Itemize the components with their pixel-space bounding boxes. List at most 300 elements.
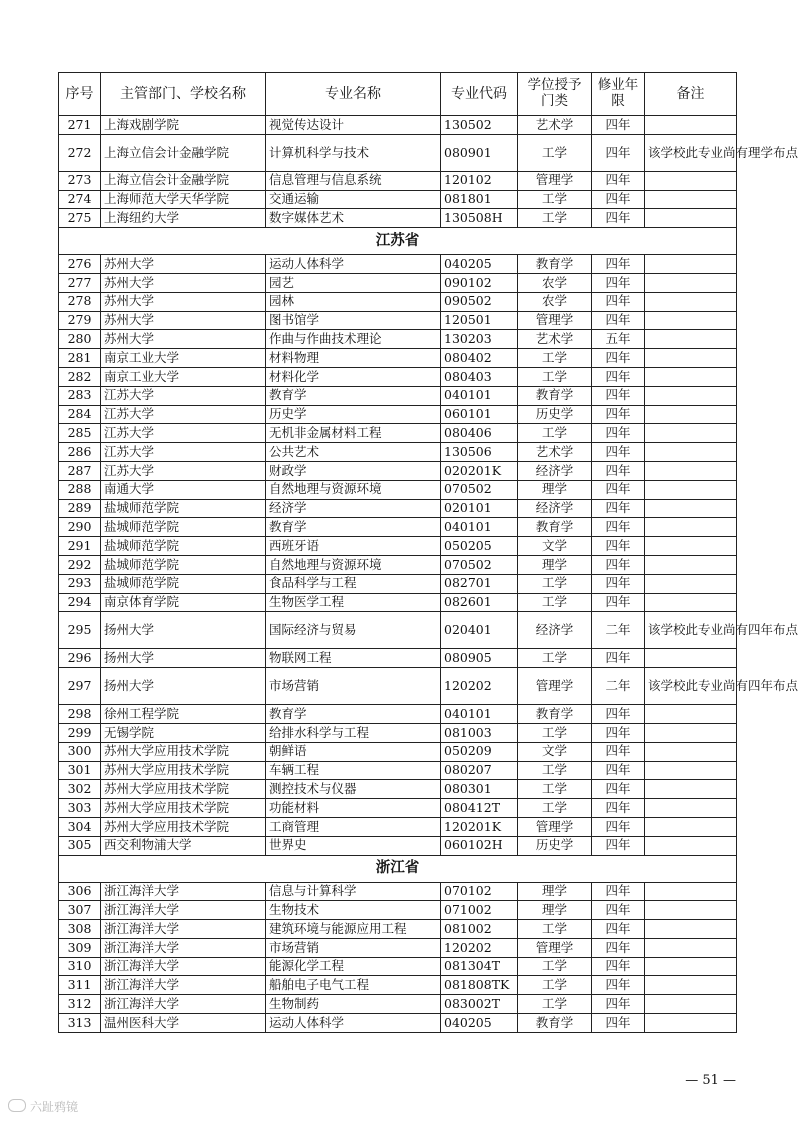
cell-code: 080403 [441,367,518,386]
cell-duration: 四年 [592,209,645,228]
cell-duration: 四年 [592,901,645,920]
cell-school: 扬州大学 [101,668,266,705]
cell-major: 测控技术与仪器 [266,780,441,799]
cell-code: 120201K [441,817,518,836]
cell-no: 290 [59,518,101,537]
cell-no: 293 [59,574,101,593]
cell-degree: 工学 [518,761,592,780]
cell-no: 277 [59,273,101,292]
cell-major: 材料化学 [266,367,441,386]
cell-no: 274 [59,190,101,209]
table-row [59,209,737,228]
cell-major: 能源化学工程 [266,957,441,976]
cell-school: 江苏大学 [101,461,266,480]
cell-school: 盐城师范学院 [101,574,266,593]
cell-degree: 农学 [518,292,592,311]
table-row [59,612,737,649]
cell-school: 苏州大学应用技术学院 [101,780,266,799]
cell-degree: 教育学 [518,386,592,405]
cell-note [645,1014,737,1033]
cell-degree: 管理学 [518,938,592,957]
cell-no: 286 [59,443,101,462]
cell-no: 298 [59,705,101,724]
cell-duration: 四年 [592,367,645,386]
cell-note [645,424,737,443]
cell-code: 040101 [441,386,518,405]
cell-major: 园艺 [266,273,441,292]
cell-code: 081801 [441,190,518,209]
cell-degree: 管理学 [518,668,592,705]
cell-school: 温州医科大学 [101,1014,266,1033]
cell-major: 生物制药 [266,995,441,1014]
cell-no: 273 [59,171,101,190]
cell-duration: 四年 [592,424,645,443]
cell-code: 040101 [441,705,518,724]
cell-code: 130502 [441,116,518,135]
cell-no: 276 [59,255,101,274]
cell-degree: 工学 [518,723,592,742]
cell-duration: 四年 [592,976,645,995]
cell-major: 视觉传达设计 [266,116,441,135]
cell-duration: 四年 [592,171,645,190]
cell-major: 生物医学工程 [266,593,441,612]
cell-no: 294 [59,593,101,612]
cell-major: 财政学 [266,461,441,480]
cell-code: 083002T [441,995,518,1014]
cell-major: 市场营销 [266,668,441,705]
table-row [59,920,737,939]
cell-degree: 历史学 [518,836,592,855]
cell-major: 图书馆学 [266,311,441,330]
cell-school: 江苏大学 [101,386,266,405]
cell-code: 050205 [441,537,518,556]
cell-duration: 四年 [592,518,645,537]
cell-school: 苏州大学应用技术学院 [101,799,266,818]
cell-note [645,255,737,274]
header-duration: 修业年限 [592,73,645,116]
cell-school: 盐城师范学院 [101,555,266,574]
cell-note [645,386,737,405]
table-row [59,555,737,574]
cell-note [645,330,737,349]
cell-no: 313 [59,1014,101,1033]
table-row [59,799,737,818]
cell-no: 309 [59,938,101,957]
cell-no: 279 [59,311,101,330]
cell-note [645,976,737,995]
table-row [59,537,737,556]
cell-no: 280 [59,330,101,349]
cell-major: 数字媒体艺术 [266,209,441,228]
cell-code: 090502 [441,292,518,311]
cell-note [645,574,737,593]
cell-note [645,705,737,724]
cell-code: 071002 [441,901,518,920]
cell-major: 建筑环境与能源应用工程 [266,920,441,939]
cell-duration: 二年 [592,612,645,649]
table-row [59,574,737,593]
cell-degree: 工学 [518,593,592,612]
cell-code: 080207 [441,761,518,780]
table-row [59,480,737,499]
cell-code: 020401 [441,612,518,649]
cell-degree: 工学 [518,995,592,1014]
cell-note [645,292,737,311]
cell-duration: 四年 [592,882,645,901]
province-name: 江苏省 [59,228,737,255]
cell-degree: 文学 [518,537,592,556]
cell-degree: 文学 [518,742,592,761]
cell-duration: 四年 [592,134,645,171]
cell-major: 自然地理与资源环境 [266,555,441,574]
cell-duration: 四年 [592,742,645,761]
cell-school: 上海师范大学天华学院 [101,190,266,209]
cell-school: 西交利物浦大学 [101,836,266,855]
cell-note [645,761,737,780]
header-degree: 学位授予门类 [518,73,592,116]
cell-code: 080901 [441,134,518,171]
cell-degree: 经济学 [518,461,592,480]
table-header-row [59,73,737,116]
cell-school: 徐州工程学院 [101,705,266,724]
cell-note [645,480,737,499]
cell-note [645,901,737,920]
cell-no: 310 [59,957,101,976]
cell-duration: 四年 [592,799,645,818]
cell-note [645,799,737,818]
cell-duration: 四年 [592,723,645,742]
watermark-logo-icon [8,1099,26,1112]
cell-school: 南京体育学院 [101,593,266,612]
cell-school: 盐城师范学院 [101,499,266,518]
cell-major: 朝鲜语 [266,742,441,761]
cell-duration: 四年 [592,386,645,405]
cell-no: 303 [59,799,101,818]
cell-no: 308 [59,920,101,939]
cell-major: 工商管理 [266,817,441,836]
cell-degree: 理学 [518,555,592,574]
cell-school: 盐城师范学院 [101,537,266,556]
cell-school: 浙江海洋大学 [101,901,266,920]
cell-code: 040205 [441,1014,518,1033]
cell-code: 082701 [441,574,518,593]
cell-school: 浙江海洋大学 [101,938,266,957]
cell-duration: 四年 [592,480,645,499]
cell-code: 081003 [441,723,518,742]
cell-duration: 五年 [592,330,645,349]
cell-no: 312 [59,995,101,1014]
cell-code: 070102 [441,882,518,901]
table-row [59,705,737,724]
cell-duration: 四年 [592,292,645,311]
cell-major: 自然地理与资源环境 [266,480,441,499]
cell-note [645,273,737,292]
cell-duration: 四年 [592,555,645,574]
province-row [59,855,737,882]
cell-code: 080406 [441,424,518,443]
watermark [8,1098,78,1115]
table-row [59,780,737,799]
cell-note [645,593,737,612]
cell-note [645,537,737,556]
cell-no: 282 [59,367,101,386]
table-row [59,836,737,855]
table-row [59,1014,737,1033]
table-row [59,518,737,537]
cell-school: 苏州大学 [101,311,266,330]
cell-duration: 四年 [592,836,645,855]
cell-no: 301 [59,761,101,780]
cell-note [645,349,737,368]
cell-school: 浙江海洋大学 [101,957,266,976]
header-major: 专业名称 [266,73,441,116]
cell-degree: 工学 [518,649,592,668]
cell-degree: 管理学 [518,171,592,190]
cell-degree: 工学 [518,209,592,228]
cell-school: 苏州大学 [101,273,266,292]
cell-code: 081808TK [441,976,518,995]
cell-degree: 理学 [518,901,592,920]
cell-no: 283 [59,386,101,405]
cell-degree: 教育学 [518,255,592,274]
table-row [59,742,737,761]
table-row [59,882,737,901]
cell-duration: 四年 [592,349,645,368]
cell-duration: 四年 [592,116,645,135]
cell-duration: 四年 [592,761,645,780]
cell-school: 苏州大学 [101,292,266,311]
cell-major: 作曲与作曲技术理论 [266,330,441,349]
cell-major: 材料物理 [266,349,441,368]
majors-table [58,72,798,1033]
cell-major: 教育学 [266,518,441,537]
cell-duration: 四年 [592,1014,645,1033]
cell-major: 经济学 [266,499,441,518]
cell-degree: 艺术学 [518,116,592,135]
cell-school: 江苏大学 [101,405,266,424]
cell-code: 080301 [441,780,518,799]
cell-degree: 工学 [518,920,592,939]
cell-note [645,780,737,799]
table-row [59,901,737,920]
cell-code: 040101 [441,518,518,537]
cell-code: 090102 [441,273,518,292]
cell-school: 盐城师范学院 [101,518,266,537]
cell-degree: 教育学 [518,518,592,537]
cell-code: 130203 [441,330,518,349]
cell-degree: 工学 [518,367,592,386]
cell-duration: 四年 [592,499,645,518]
cell-note [645,995,737,1014]
cell-major: 教育学 [266,705,441,724]
cell-note [645,817,737,836]
cell-no: 278 [59,292,101,311]
cell-degree: 艺术学 [518,443,592,462]
table-row [59,255,737,274]
cell-no: 291 [59,537,101,556]
cell-note [645,405,737,424]
cell-code: 070502 [441,480,518,499]
cell-school: 苏州大学应用技术学院 [101,761,266,780]
page-number: — 51 — [685,1073,736,1088]
header-code: 专业代码 [441,73,518,116]
cell-school: 上海纽约大学 [101,209,266,228]
cell-school: 苏州大学应用技术学院 [101,817,266,836]
cell-note [645,190,737,209]
cell-duration: 四年 [592,593,645,612]
cell-degree: 管理学 [518,817,592,836]
cell-no: 275 [59,209,101,228]
cell-no: 296 [59,649,101,668]
cell-duration: 四年 [592,920,645,939]
table-row [59,649,737,668]
cell-degree: 历史学 [518,405,592,424]
cell-major: 计算机科学与技术 [266,134,441,171]
cell-no: 302 [59,780,101,799]
header-school: 主管部门、学校名称 [101,73,266,116]
table-row [59,386,737,405]
cell-no: 307 [59,901,101,920]
cell-major: 船舶电子电气工程 [266,976,441,995]
cell-degree: 工学 [518,957,592,976]
cell-school: 浙江海洋大学 [101,920,266,939]
cell-code: 050209 [441,742,518,761]
cell-note [645,836,737,855]
cell-school: 南京工业大学 [101,349,266,368]
watermark-text: 六趾鸦镜 [30,1100,79,1114]
cell-note [645,957,737,976]
cell-duration: 四年 [592,443,645,462]
table-row [59,938,737,957]
cell-school: 苏州大学应用技术学院 [101,742,266,761]
cell-degree: 艺术学 [518,330,592,349]
cell-no: 281 [59,349,101,368]
cell-duration: 四年 [592,938,645,957]
cell-degree: 经济学 [518,612,592,649]
cell-note: 该学校此专业尚有四年布点 [645,612,737,649]
cell-note [645,649,737,668]
cell-school: 上海立信会计金融学院 [101,134,266,171]
cell-code: 020101 [441,499,518,518]
cell-code: 040205 [441,255,518,274]
cell-no: 295 [59,612,101,649]
cell-school: 南通大学 [101,480,266,499]
cell-degree: 教育学 [518,1014,592,1033]
cell-duration: 四年 [592,461,645,480]
table-row [59,995,737,1014]
cell-no: 292 [59,555,101,574]
province-name: 浙江省 [59,855,737,882]
header-no: 序号 [59,73,101,116]
cell-code: 082601 [441,593,518,612]
cell-major: 生物技术 [266,901,441,920]
cell-duration: 四年 [592,817,645,836]
cell-code: 120202 [441,938,518,957]
cell-note [645,882,737,901]
cell-duration: 四年 [592,995,645,1014]
cell-code: 080412T [441,799,518,818]
cell-duration: 二年 [592,668,645,705]
cell-no: 306 [59,882,101,901]
cell-code: 080402 [441,349,518,368]
cell-duration: 四年 [592,649,645,668]
cell-note [645,920,737,939]
cell-code: 060102H [441,836,518,855]
cell-major: 教育学 [266,386,441,405]
cell-no: 271 [59,116,101,135]
cell-no: 288 [59,480,101,499]
table-row [59,443,737,462]
cell-no: 284 [59,405,101,424]
table-row [59,292,737,311]
cell-degree: 工学 [518,424,592,443]
table-row [59,593,737,612]
cell-degree: 教育学 [518,705,592,724]
cell-note: 该学校此专业尚有四年布点 [645,668,737,705]
cell-no: 304 [59,817,101,836]
cell-duration: 四年 [592,255,645,274]
cell-duration: 四年 [592,405,645,424]
cell-degree: 工学 [518,976,592,995]
cell-note: 该学校此专业尚有理学布点 [645,134,737,171]
cell-major: 无机非金属材料工程 [266,424,441,443]
table-row [59,349,737,368]
cell-degree: 工学 [518,799,592,818]
cell-major: 公共艺术 [266,443,441,462]
table-row [59,405,737,424]
cell-note [645,723,737,742]
cell-degree: 工学 [518,134,592,171]
cell-note [645,171,737,190]
cell-note [645,742,737,761]
cell-note [645,499,737,518]
table-row [59,424,737,443]
cell-no: 299 [59,723,101,742]
cell-note [645,367,737,386]
cell-school: 上海立信会计金融学院 [101,171,266,190]
cell-degree: 工学 [518,574,592,593]
cell-major: 运动人体科学 [266,1014,441,1033]
cell-degree: 理学 [518,480,592,499]
cell-code: 060101 [441,405,518,424]
table-row [59,134,737,171]
cell-duration: 四年 [592,537,645,556]
table-row [59,273,737,292]
cell-school: 苏州大学 [101,330,266,349]
cell-school: 浙江海洋大学 [101,995,266,1014]
cell-no: 272 [59,134,101,171]
cell-major: 世界史 [266,836,441,855]
table-row [59,367,737,386]
cell-code: 081304T [441,957,518,976]
cell-school: 南京工业大学 [101,367,266,386]
table-row [59,668,737,705]
table-row [59,761,737,780]
table-row [59,461,737,480]
table-row [59,190,737,209]
cell-school: 扬州大学 [101,649,266,668]
cell-duration: 四年 [592,190,645,209]
cell-no: 289 [59,499,101,518]
table-row [59,171,737,190]
table-row [59,499,737,518]
cell-major: 物联网工程 [266,649,441,668]
table-row [59,311,737,330]
cell-code: 080905 [441,649,518,668]
cell-note [645,443,737,462]
cell-major: 市场营销 [266,938,441,957]
cell-major: 国际经济与贸易 [266,612,441,649]
